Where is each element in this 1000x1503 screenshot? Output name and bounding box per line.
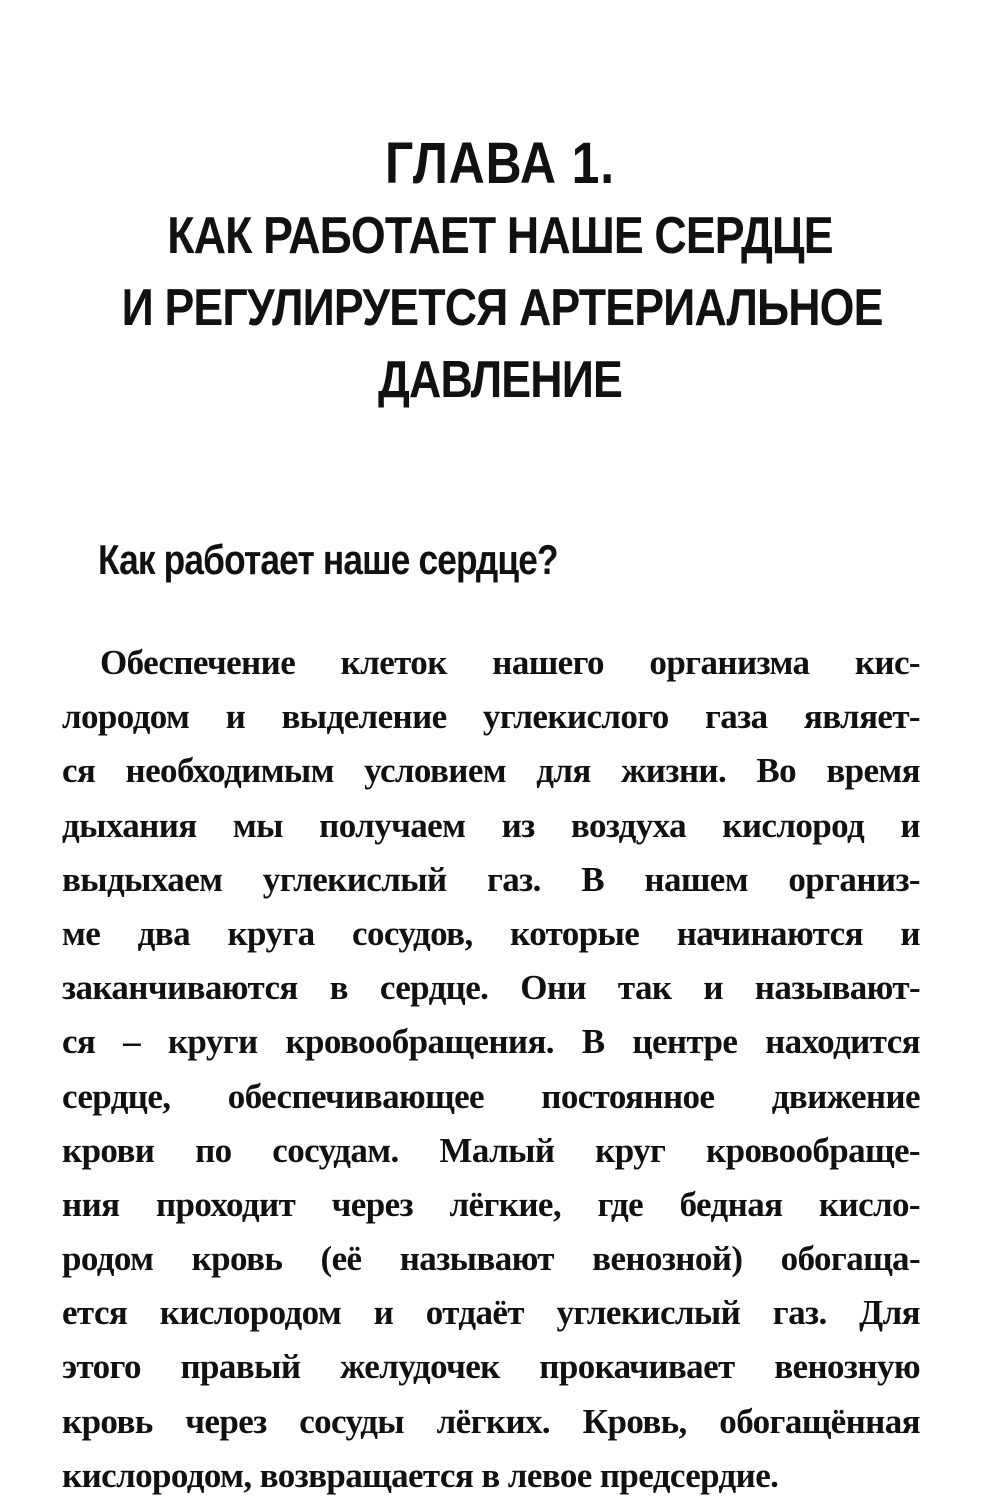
text-line: дыхания мы получаем из воздуха кислород и [62,805,920,845]
text-line: лородом и выделение углекислого газа являет- [62,697,920,737]
text-line: ния проходит через лёгкие, где бедная кисло- [62,1184,920,1224]
chapter-title-line-3: ДАВЛЕНИЕ [378,351,622,409]
text-line: выдыхаем углекислый газ. В нашем организ- [62,859,920,899]
chapter-title-line-1: КАК РАБОТАЕТ НАШЕ СЕРДЦЕ [167,207,833,265]
text-line: этого правый желудочек прокачивает венозную [62,1347,920,1387]
text-line: Обеспечение клеток нашего организма кис- [100,643,920,682]
text-line: ся – круги кровообращения. В центре находится [62,1022,920,1062]
text-line: родом кровь (её называют венозной) обогаща- [62,1239,920,1279]
chapter-title-line-2: И РЕГУЛИРУЕТСЯ АРТЕРИАЛЬНОЕ [121,279,883,337]
text-line: крови по сосудам. Малый круг кровообраще- [62,1130,920,1170]
body-paragraph [62,636,920,1503]
section-title: Как работает наше сердце? [98,536,558,583]
text-line: заканчиваются в сердце. Они так и называют- [62,968,920,1008]
text-line: ся необходимым условием для жизни. Во время [62,751,920,791]
text-line: кислородом, возвращается в левое предсердие. [62,1455,779,1495]
text-line: кровь через сосуды лёгких. Кровь, обогащённая [62,1401,920,1441]
chapter-heading [60,128,940,416]
text-line: сердце, обеспечивающее постоянное движение [62,1076,920,1116]
text-line: ется кислородом и отдаёт углекислый газ. Для [62,1293,920,1333]
text-line: ме два круга сосудов, которые начинаются и [62,913,920,953]
chapter-number: ГЛАВА 1. [385,131,615,196]
